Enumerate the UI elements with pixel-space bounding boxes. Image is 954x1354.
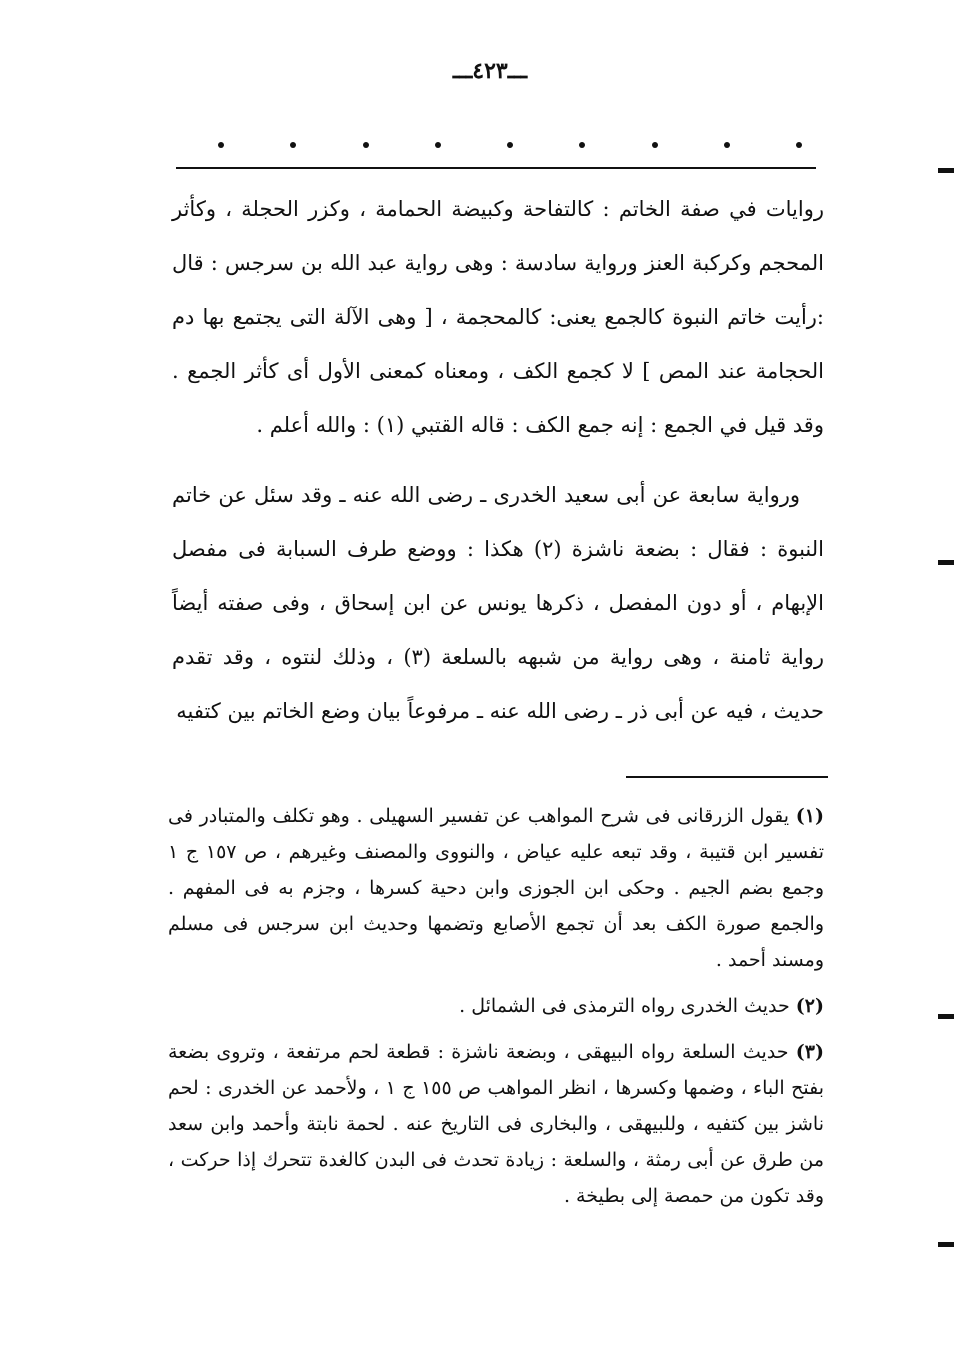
page-edge-mark <box>938 1242 954 1247</box>
ornament-dot <box>507 142 513 148</box>
main-text <box>172 182 824 738</box>
footnote-text: حديث السلعة رواه البيهقى ، وبضعة ناشزة : قطعة لحم مرتفعة ، وتروى بضعة بفتح الباء ، وضمها وكسرها ، انظر المواهب ص ١٥٥ ج ١ ، ولأحمد عن الخدرى : لحم ناشز بين كتفيه ، وللبيهقى ، والبخارى فى التاريخ عنه . لحمة نابتة وأحمد وابن سعد من طرق عن أبى رمثة ، والسلعة : زيادة تحدث فى البدن كالغدة تتحرك إذا حركت ، وقد تكون من حمصة إلى بطيخة . <box>168 1041 825 1207</box>
ornament-dot <box>652 142 658 148</box>
footnote-1 <box>168 798 824 978</box>
ornament-dot <box>796 142 802 148</box>
footnote-text: يقول الزرقانى فى شرح المواهب عن تفسير السهيلى . وهو تكلف والمتبادر فى تفسير ابن قتيبة ، وقد تبعه عليه عياض ، والنووى والمصنف وغيرهم ، ص ١٥٧ ج ١ وجمع بضم الجيم . وحكى ابن الجوزى وابن دحية كسرها ، وجزم به فى المفهم . والجمع صورة الكف بعد أن تجمع الأصابع وتضمها وحديث ابن سرجس فى مسلم ومسند أحمد . <box>168 805 825 971</box>
footnote-number: (٢) <box>795 995 824 1017</box>
ornament-dot <box>579 142 585 148</box>
footnote-3 <box>168 1034 824 1214</box>
footnote-number: (٣) <box>795 1041 824 1063</box>
page-number: ـــ٤٢٣ـــ <box>452 58 528 84</box>
ornament-dot <box>218 142 224 148</box>
body-paragraph-2: ورواية سابعة عن أبى سعيد الخدرى ـ رضى الله عنه ـ وقد سئل عن خاتم النبوة : فقال : بضعة ناشزة (٢) هكذا : ووضع طرف السبابة فى مفصل الإبهام ، أو دون المفصل ، ذكرها يونس عن ابن إسحاق ، وفى صفته أيضاً رواية ثامنة ، وهى رواية من شبهه بالسلعة (٣) ، وذلك لنتوه ، وقد تقدم حديث ، فيه عن أبى ذر ـ رضى الله عنه ـ مرفوعاً بيان وضع الخاتم بين كتفيه <box>172 483 824 723</box>
footnote-2 <box>168 988 824 1024</box>
footnote-number: (١) <box>795 805 824 827</box>
body-paragraph-1: روايات في صفة الخاتم : كالتفاحة وكبيضة الحمامة ، وكزر الحجلة ، وكأثر المحجم وكركبة العنز ورواية سادسة : وهى رواية عبد الله بن سرجس : قال :رأيت خاتم النبوة كالجمع يعنى: كالمحجمة ، [ وهى الآلة التى يجتمع بها دم الحجامة عند المص ] لا كجمع الكف ، ومعناه كمعنى الأول أى كأثر الجمع . وقد قيل في الجمع : إنه جمع الكف : قاله القتبي (١) : والله أعلم . <box>172 197 824 437</box>
ornament-dot <box>724 142 730 148</box>
page-edge-mark <box>938 168 954 173</box>
ornament-dot <box>363 142 369 148</box>
ornament-dot <box>290 142 296 148</box>
page-edge-mark <box>938 560 954 565</box>
ornament-dots-row <box>218 134 802 158</box>
footnote-text: حديث الخدرى رواه الترمذى فى الشمائل . <box>459 995 790 1017</box>
footnote-separator <box>626 776 828 778</box>
footnotes-section <box>168 798 824 1224</box>
page-edge-mark <box>938 1014 954 1019</box>
header-rule <box>176 167 816 169</box>
ornament-dot <box>435 142 441 148</box>
